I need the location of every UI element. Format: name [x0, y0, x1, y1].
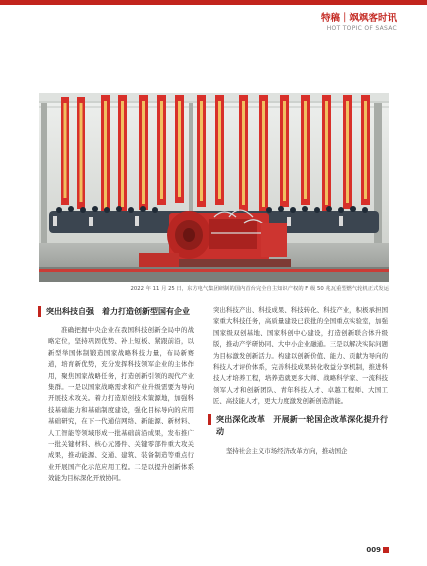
header-accent-rule — [0, 0, 427, 5]
heading-marker — [38, 306, 41, 317]
running-header-title: 特稿｜飒飒客时讯 — [320, 13, 397, 24]
body-paragraph: 坚持社会主义市场经济改革方向，推动国企 — [226, 446, 348, 455]
body-paragraph: 突出科技产出、科技成果、科技转化、科技产业，积极承担国家重大科技任务，高质量建设已获批的全国重点实验室，加强国家级双创基地、国家科创中心建设，打造创新联合体升级版，推动产学研协同、大中小企业融通。三是以解决实际问题为目标激发创新活力。构建以创新价值、能力、贡献为导向的科技人才评价体系，完善科技成果转化收益分享机制，推进科技人才培养工程，培养造就更多大师、战略科学家、一流科技领军人才和创新团队、青年科技人才、卓越工程师、大国工匠、高技能人才，更大力度激发创新创造潜能。 — [213, 306, 388, 406]
body-paragraph: 准确把握中央企业在我国科技创新全局中的战略定位，坚持巩固优势、补上短板、紧跟前沿，以新型举国体制锻造国家战略科技力量，布局新赛道，培育新优势，充分发挥科技领军企业的主体作用，聚焦国家战略任务，打造创新引领的现代产业集群。一是以国家战略需求和产业升级需要为导向开展技术攻关。着力打造原创技术策源地，加强科技基础能力和基础制度建设，强化目标导向的应用基础研究，在下一代通信网络、新能源、新材料、人工智能等领域形成一批基础前沿成果，发布推广一批关键材料、核心元器件、关键零部件重大攻关成果，推动能源、交通、建筑、装备制造等重点行业开展国产化示范应用工程。二是以提升创新体系效能为目标深化开放协同。 — [48, 326, 194, 483]
page-number — [366, 546, 389, 554]
running-header-subtitle: HOT TOPIC OF SASAC — [326, 25, 397, 32]
page-number-text: 009 — [366, 546, 381, 554]
section-heading-text: 突出科技自强 着力打造创新型国有企业 — [46, 306, 190, 316]
section-heading-text: 突出深化改革 开展新一轮国企改革深化提升行动 — [216, 413, 388, 436]
section-heading — [208, 413, 388, 437]
photo-caption: 2022 年 11 月 25 日，东方电气集团研制的国内首台完全自主知识产权的 F 级 50 兆瓦重型燃气轮机正式发运 — [130, 286, 389, 292]
factory-photo — [39, 93, 389, 282]
running-header — [321, 10, 397, 32]
heading-marker — [208, 414, 211, 425]
left-column — [48, 305, 194, 485]
page-number-marker — [383, 547, 389, 553]
section-heading — [38, 305, 198, 317]
right-column — [213, 305, 388, 457]
